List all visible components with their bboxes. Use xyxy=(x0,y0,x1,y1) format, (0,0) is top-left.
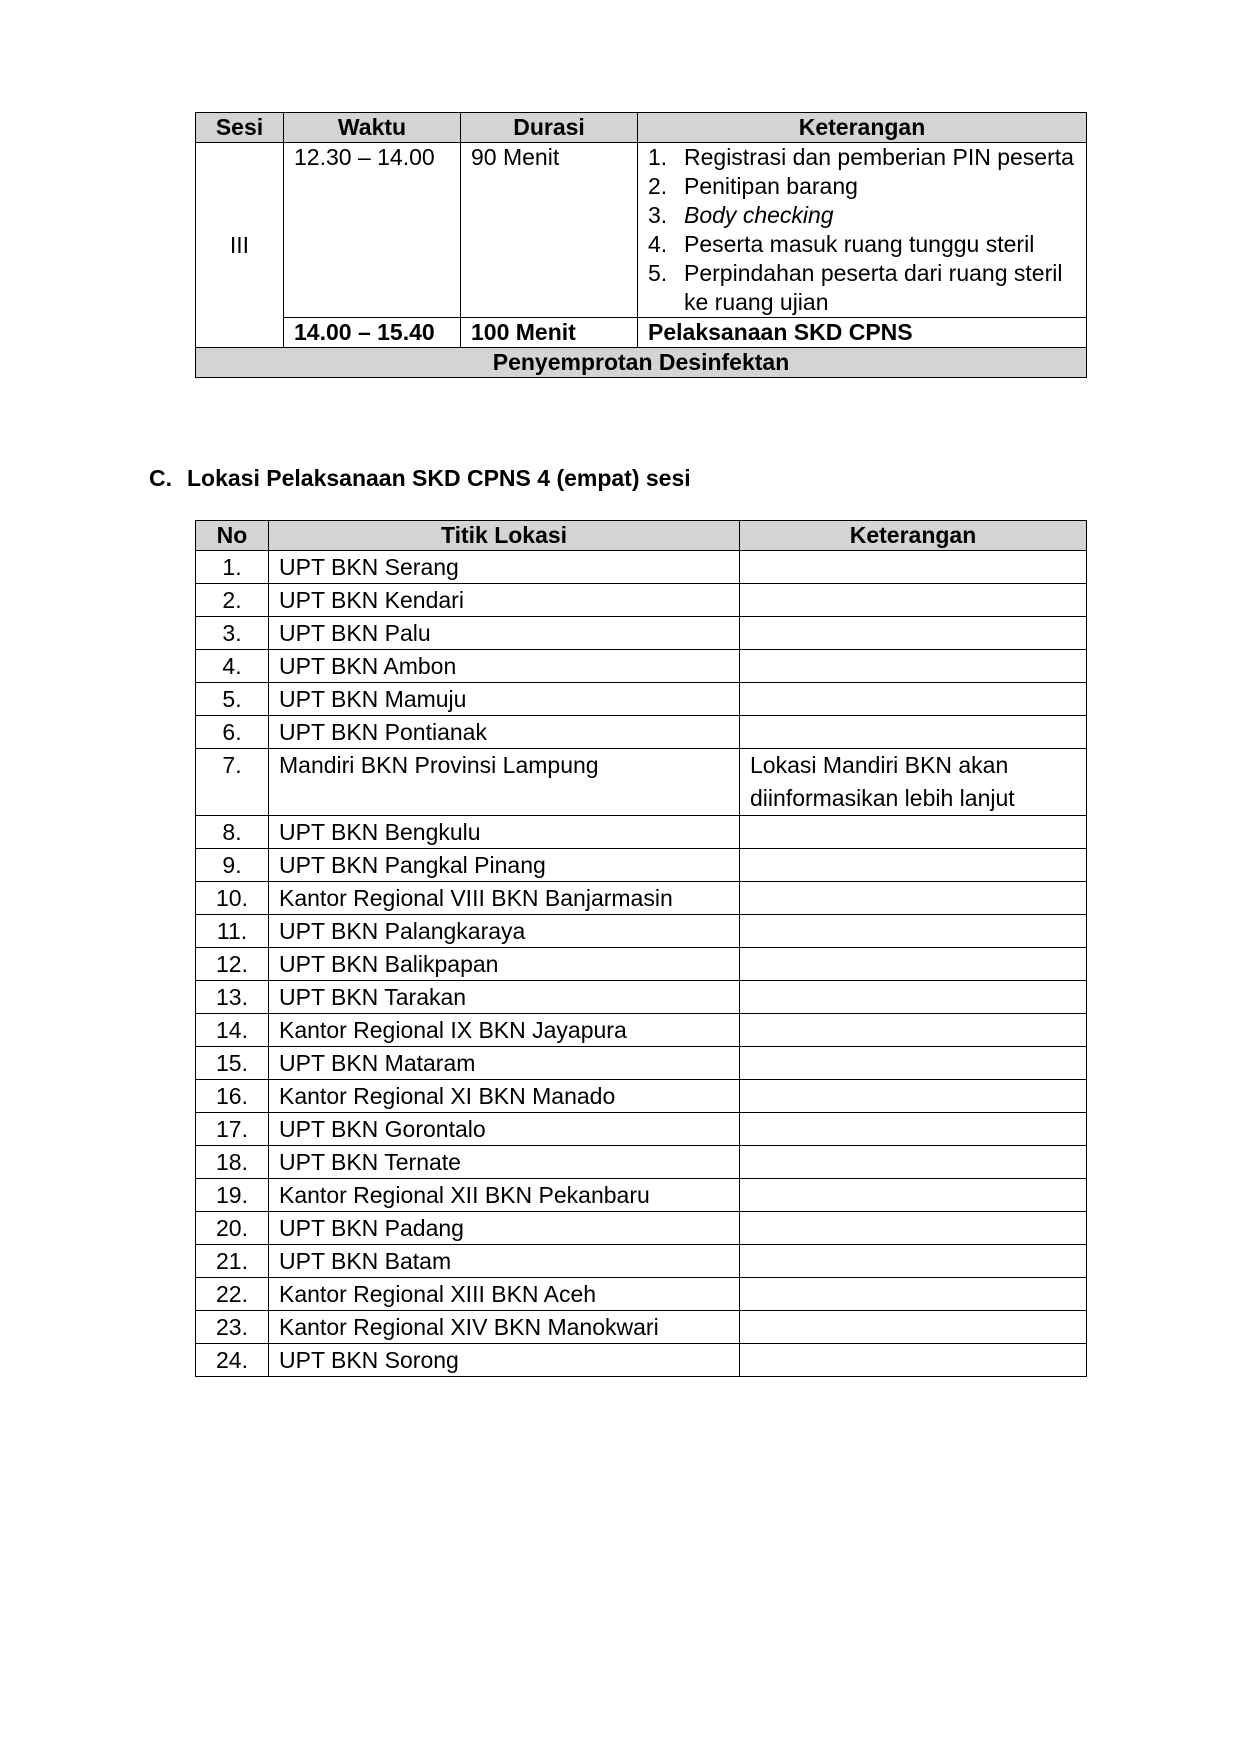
location-cell: UPT BKN Palangkaraya xyxy=(269,915,740,948)
durasi-cell: 100 Menit xyxy=(461,318,638,348)
location-cell: UPT BKN Mataram xyxy=(269,1047,740,1080)
location-cell: UPT BKN Ternate xyxy=(269,1146,740,1179)
list-item xyxy=(648,230,1076,259)
table-row xyxy=(196,1080,1087,1113)
no-cell: 15. xyxy=(196,1047,269,1080)
table-row xyxy=(196,749,1087,816)
no-cell: 14. xyxy=(196,1014,269,1047)
table-row xyxy=(196,1014,1087,1047)
location-table xyxy=(195,520,1087,1377)
no-cell: 8. xyxy=(196,816,269,849)
location-cell: Mandiri BKN Provinsi Lampung xyxy=(269,749,740,816)
no-cell: 23. xyxy=(196,1311,269,1344)
location-cell: Kantor Regional XII BKN Pekanbaru xyxy=(269,1179,740,1212)
keterangan-cell xyxy=(740,584,1087,617)
table-row xyxy=(196,143,1087,318)
location-table-body xyxy=(196,551,1087,1377)
step-number: 3. xyxy=(648,202,668,228)
no-cell: 20. xyxy=(196,1212,269,1245)
table-row xyxy=(196,915,1087,948)
location-cell: UPT BKN Serang xyxy=(269,551,740,584)
no-cell: 6. xyxy=(196,716,269,749)
no-cell: 2. xyxy=(196,584,269,617)
keterangan-cell xyxy=(740,915,1087,948)
keterangan-cell xyxy=(740,1179,1087,1212)
keterangan-cell xyxy=(740,948,1087,981)
step-number: 2. xyxy=(648,173,668,199)
keterangan-cell xyxy=(740,683,1087,716)
section-heading xyxy=(149,463,691,493)
keterangan-cell xyxy=(740,849,1087,882)
table-row xyxy=(196,1344,1087,1377)
location-cell: UPT BKN Pontianak xyxy=(269,716,740,749)
step-text: Penitipan barang xyxy=(684,173,858,199)
sesi-cell: III xyxy=(196,143,284,348)
table-row xyxy=(196,1113,1087,1146)
no-cell: 1. xyxy=(196,551,269,584)
keterangan-cell xyxy=(740,1080,1087,1113)
no-cell: 10. xyxy=(196,882,269,915)
table-row xyxy=(196,650,1087,683)
no-cell: 4. xyxy=(196,650,269,683)
table-row xyxy=(196,882,1087,915)
header-waktu: Waktu xyxy=(284,113,461,143)
section-letter: C. xyxy=(149,465,172,491)
table-row xyxy=(196,1311,1087,1344)
location-cell: Kantor Regional VIII BKN Banjarmasin xyxy=(269,882,740,915)
step-text: Registrasi dan pemberian PIN peserta xyxy=(684,144,1074,170)
location-cell: UPT BKN Balikpapan xyxy=(269,948,740,981)
location-cell: Kantor Regional IX BKN Jayapura xyxy=(269,1014,740,1047)
keterangan-cell xyxy=(740,1146,1087,1179)
table-row xyxy=(196,683,1087,716)
waktu-cell: 14.00 – 15.40 xyxy=(284,318,461,348)
header-titik-lokasi: Titik Lokasi xyxy=(269,521,740,551)
location-cell: UPT BKN Bengkulu xyxy=(269,816,740,849)
no-cell: 11. xyxy=(196,915,269,948)
location-cell: UPT BKN Pangkal Pinang xyxy=(269,849,740,882)
table-row xyxy=(196,318,1087,348)
keterangan-cell xyxy=(740,1311,1087,1344)
no-cell: 24. xyxy=(196,1344,269,1377)
header-keterangan: Keterangan xyxy=(740,521,1087,551)
table-row xyxy=(196,716,1087,749)
no-cell: 5. xyxy=(196,683,269,716)
keterangan-cell xyxy=(740,1245,1087,1278)
step-text: Body checking xyxy=(684,202,834,228)
keterangan-cell: Pelaksanaan SKD CPNS xyxy=(638,318,1087,348)
waktu-cell: 12.30 – 14.00 xyxy=(284,143,461,318)
keterangan-cell xyxy=(740,1344,1087,1377)
location-cell: Kantor Regional XI BKN Manado xyxy=(269,1080,740,1113)
location-cell: UPT BKN Mamuju xyxy=(269,683,740,716)
session-schedule-table xyxy=(195,112,1087,378)
list-item xyxy=(648,172,1076,201)
keterangan-cell xyxy=(740,617,1087,650)
keterangan-cell xyxy=(740,882,1087,915)
location-cell: UPT BKN Sorong xyxy=(269,1344,740,1377)
step-text: Peserta masuk ruang tunggu steril xyxy=(684,231,1035,257)
no-cell: 17. xyxy=(196,1113,269,1146)
header-sesi: Sesi xyxy=(196,113,284,143)
header-no: No xyxy=(196,521,269,551)
table-row xyxy=(196,584,1087,617)
table-row xyxy=(196,551,1087,584)
no-cell: 16. xyxy=(196,1080,269,1113)
table-row xyxy=(196,1212,1087,1245)
no-cell: 3. xyxy=(196,617,269,650)
step-text: Perpindahan peserta dari ruang steril ke ruang ujian xyxy=(684,260,1063,315)
section-title: Lokasi Pelaksanaan SKD CPNS 4 (empat) sesi xyxy=(187,465,691,491)
table-footer-row xyxy=(196,348,1087,378)
keterangan-cell xyxy=(740,1047,1087,1080)
table-header-row xyxy=(196,113,1087,143)
steps-list xyxy=(648,143,1076,317)
location-cell: Kantor Regional XIV BKN Manokwari xyxy=(269,1311,740,1344)
table-row xyxy=(196,1179,1087,1212)
keterangan-cell xyxy=(740,981,1087,1014)
no-cell: 13. xyxy=(196,981,269,1014)
keterangan-cell xyxy=(740,650,1087,683)
table-row xyxy=(196,1047,1087,1080)
location-cell: UPT BKN Padang xyxy=(269,1212,740,1245)
location-cell: UPT BKN Tarakan xyxy=(269,981,740,1014)
table-header-row xyxy=(196,521,1087,551)
no-cell: 9. xyxy=(196,849,269,882)
step-number: 1. xyxy=(648,144,668,170)
keterangan-cell xyxy=(740,551,1087,584)
no-cell: 19. xyxy=(196,1179,269,1212)
no-cell: 21. xyxy=(196,1245,269,1278)
table-row xyxy=(196,981,1087,1014)
table-row xyxy=(196,816,1087,849)
durasi-cell: 90 Menit xyxy=(461,143,638,318)
keterangan-cell xyxy=(740,1278,1087,1311)
table-row xyxy=(196,1146,1087,1179)
location-cell: UPT BKN Kendari xyxy=(269,584,740,617)
table-row xyxy=(196,1245,1087,1278)
location-cell: Kantor Regional XIII BKN Aceh xyxy=(269,1278,740,1311)
no-cell: 7. xyxy=(196,749,269,816)
list-item xyxy=(648,201,1076,230)
step-number: 5. xyxy=(648,260,668,286)
list-item xyxy=(648,143,1076,172)
keterangan-cell xyxy=(740,1212,1087,1245)
keterangan-cell xyxy=(740,1014,1087,1047)
location-cell: UPT BKN Gorontalo xyxy=(269,1113,740,1146)
header-durasi: Durasi xyxy=(461,113,638,143)
header-keterangan: Keterangan xyxy=(638,113,1087,143)
location-cell: UPT BKN Palu xyxy=(269,617,740,650)
table-row xyxy=(196,948,1087,981)
keterangan-cell: Lokasi Mandiri BKN akan diinformasikan lebih lanjut xyxy=(740,749,1087,816)
keterangan-cell xyxy=(740,1113,1087,1146)
table-row xyxy=(196,1278,1087,1311)
no-cell: 12. xyxy=(196,948,269,981)
no-cell: 22. xyxy=(196,1278,269,1311)
keterangan-cell xyxy=(740,816,1087,849)
location-cell: UPT BKN Ambon xyxy=(269,650,740,683)
list-item xyxy=(648,259,1076,317)
location-cell: UPT BKN Batam xyxy=(269,1245,740,1278)
table-row xyxy=(196,849,1087,882)
table-row xyxy=(196,617,1087,650)
keterangan-cell xyxy=(638,143,1087,318)
keterangan-cell xyxy=(740,716,1087,749)
no-cell: 18. xyxy=(196,1146,269,1179)
step-number: 4. xyxy=(648,231,668,257)
disinfectant-row: Penyemprotan Desinfektan xyxy=(196,348,1087,378)
